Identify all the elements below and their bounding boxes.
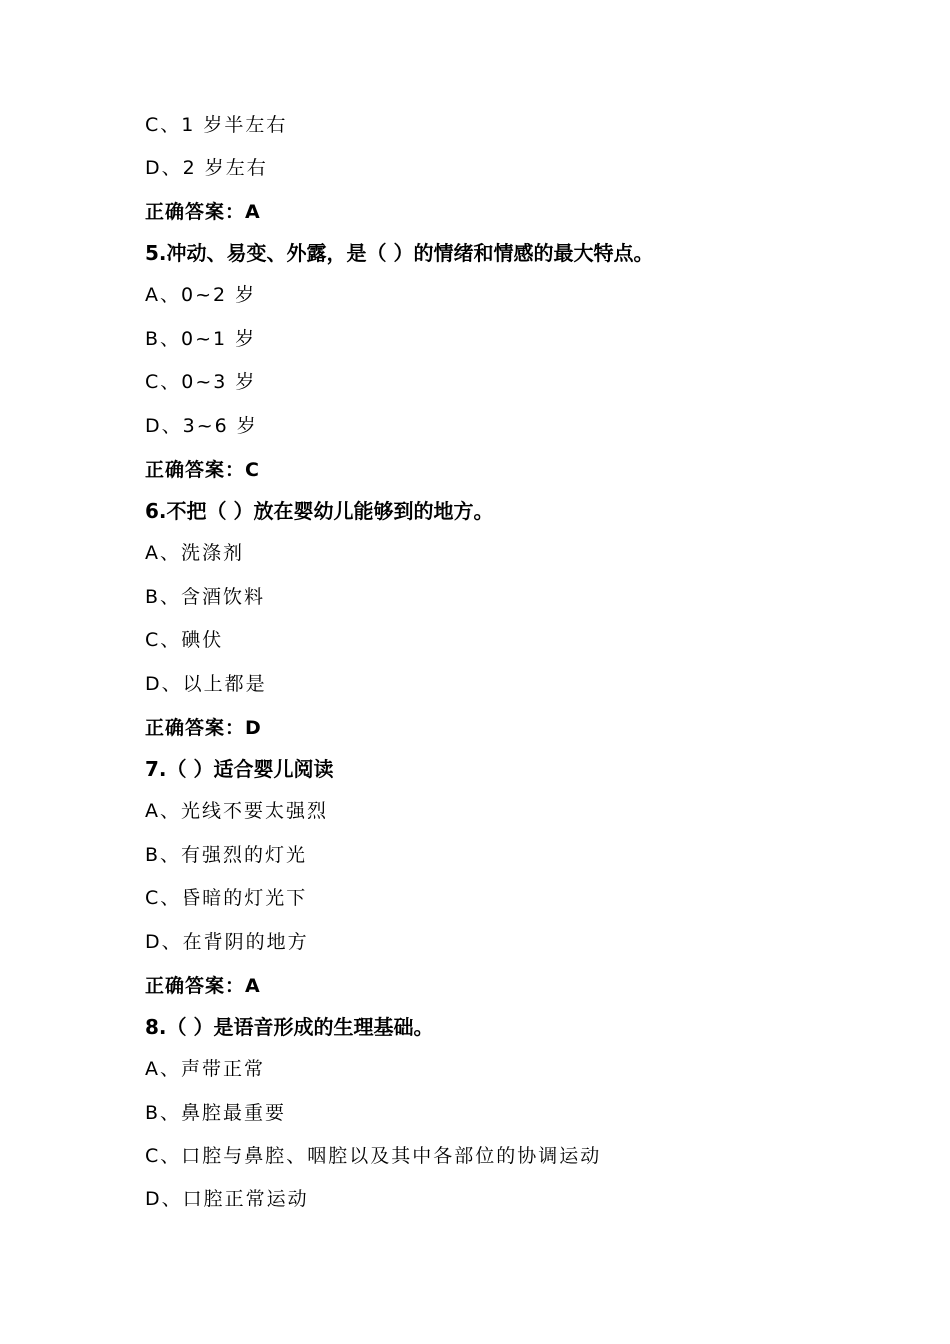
correct-answer: 正确答案：D xyxy=(145,717,262,739)
option-c: C、1 岁半左右 xyxy=(145,114,288,136)
option-b: B、有强烈的灯光 xyxy=(145,844,308,866)
option-c: C、昏暗的灯光下 xyxy=(145,887,308,909)
option-d: D、口腔正常运动 xyxy=(145,1188,309,1210)
option-d: D、在背阴的地方 xyxy=(145,931,309,953)
correct-answer: 正确答案：A xyxy=(145,975,261,997)
option-c: C、口腔与鼻腔、咽腔以及其中各部位的协调运动 xyxy=(145,1145,602,1167)
option-b: B、含酒饮料 xyxy=(145,586,266,608)
option-a: A、光线不要太强烈 xyxy=(145,800,328,822)
question-stem: 8.（ ）是语音形成的生理基础。 xyxy=(145,1015,434,1039)
option-a: A、0~2 岁 xyxy=(145,284,257,306)
correct-answer: 正确答案：C xyxy=(145,459,260,481)
option-b: B、鼻腔最重要 xyxy=(145,1102,287,1124)
option-a: A、洗涤剂 xyxy=(145,542,244,564)
option-d: D、以上都是 xyxy=(145,673,267,695)
option-b: B、0~1 岁 xyxy=(145,328,257,350)
question-stem: 7.（ ）适合婴儿阅读 xyxy=(145,757,334,781)
option-d: D、2 岁左右 xyxy=(145,157,268,179)
option-a: A、声带正常 xyxy=(145,1058,265,1080)
question-stem: 5.冲动、易变、外露，是（ ）的情绪和情感的最大特点。 xyxy=(145,241,654,265)
option-c: C、0~3 岁 xyxy=(145,371,257,393)
correct-answer: 正确答案：A xyxy=(145,201,261,223)
question-stem: 6.不把（ ）放在婴幼儿能够到的地方。 xyxy=(145,499,494,523)
option-c: C、碘伏 xyxy=(145,629,224,651)
option-d: D、3~6 岁 xyxy=(145,415,258,437)
